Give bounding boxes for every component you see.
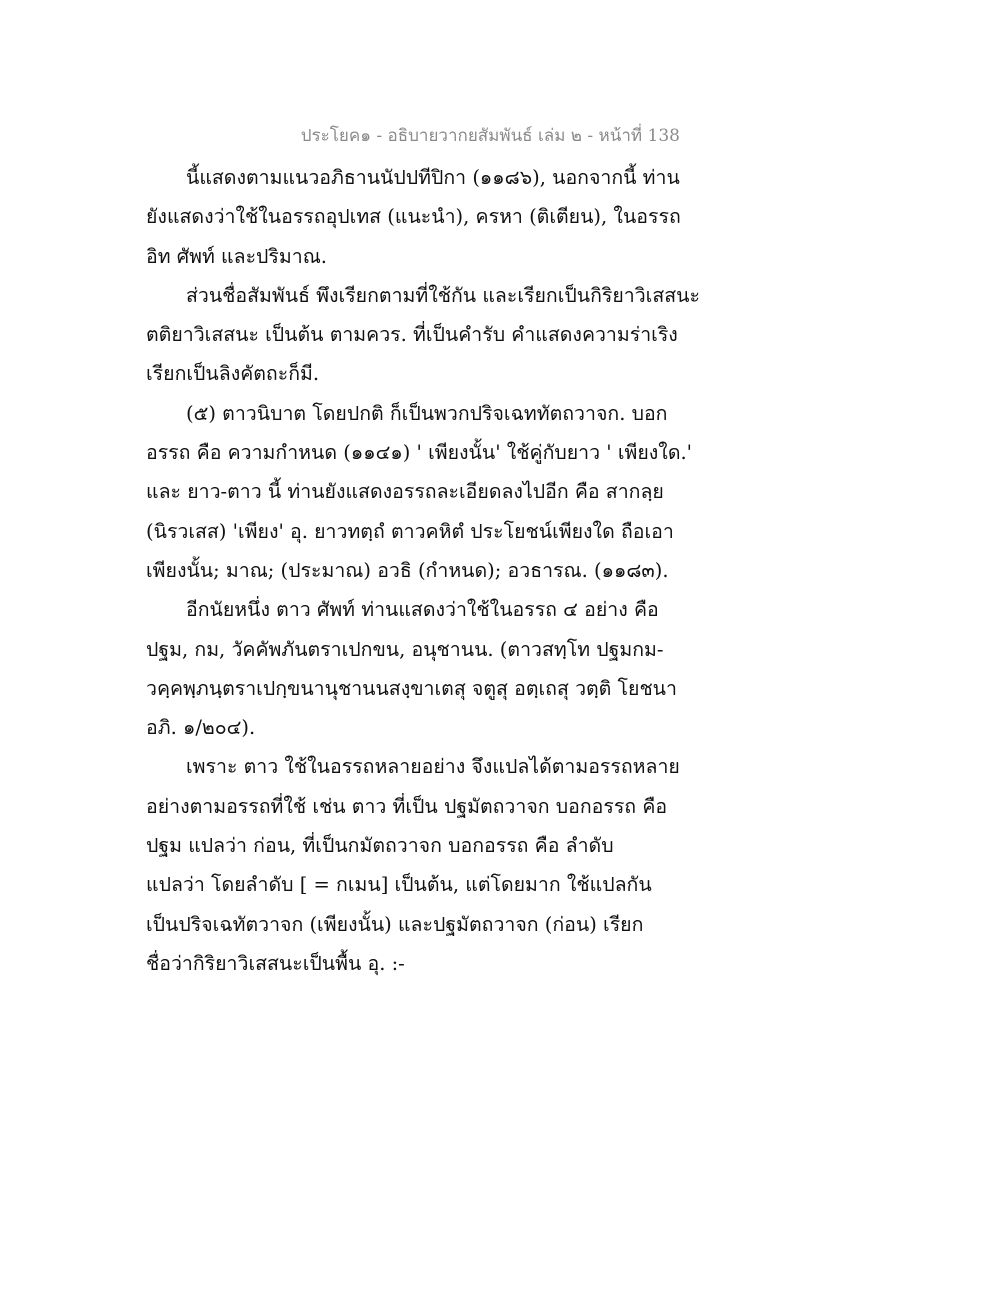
- text-line: ชื่อว่ากิริยาวิเสสนะเป็นพื้น อุ. :-: [146, 951, 405, 975]
- text-line: ยังแสดงว่าใช้ในอรรถอุปเทส (แนะนำ), ครหา (ติเตียน), ในอรรถ: [146, 205, 681, 229]
- paragraph: [146, 590, 706, 747]
- text-line: เพียงนั้น; มาณ; (ประมาณ) อวธิ (กำหนด); อวธารณ. (๑๑๘๓).: [146, 558, 669, 582]
- text-line: อิท ศัพท์ และปริมาณ.: [146, 244, 327, 268]
- text-line: (๕) ตาวนิบาต โดยปกติ ก็เป็นพวกปริจเฉททัตถวาจก. บอก: [186, 401, 668, 425]
- text-line: เป็นปริจเฉทัตวาจก (เพียงนั้น) และปฐมัตถวาจก (ก่อน) เรียก: [146, 912, 644, 936]
- paragraph: [146, 276, 706, 394]
- text-line: นี้แสดงตามแนวอภิธานนัปปทีปิกา (๑๑๘๖), นอกจากนี้ ท่าน: [186, 166, 680, 189]
- text-line: อภิ. ๑/๒๐๔).: [146, 716, 256, 740]
- paragraph: [146, 747, 706, 983]
- paragraph: [146, 394, 706, 590]
- text-line: อย่างตามอรรถที่ใช้ เช่น ตาว ที่เป็น ปฐมัตถวาจก บอกอรรถ คือ: [146, 794, 668, 818]
- text-line: ปฐม แปลว่า ก่อน, ที่เป็นกมัตถวาจก บอกอรรถ คือ ลำดับ: [146, 834, 614, 858]
- text-line: อรรถ คือ ความกำหนด (๑๑๔๑) ' เพียงนั้น' ใช้คู่กับยาว ' เพียงใด.': [146, 441, 693, 465]
- body-text: [146, 158, 706, 983]
- running-header: ประโยค๑ - อธิบายวากยสัมพันธ์ เล่ม ๒ - หน้าที่ 138: [300, 126, 680, 146]
- text-line: เรียกเป็นลิงคัตถะก็มี.: [146, 362, 320, 386]
- text-line: ปฐม, กม, วัคคัพภันตราเปกขน, อนุชานน. (ตาวสทฺโท ปฐมกม-: [146, 637, 664, 661]
- text-line: ส่วนชื่อสัมพันธ์ พึงเรียกตามที่ใช้กัน และเรียกเป็นกิริยาวิเสสนะ: [186, 283, 700, 307]
- text-line: เพราะ ตาว ใช้ในอรรถหลายอย่าง จึงแปลได้ตามอรรถหลาย: [186, 755, 680, 779]
- text-line: ตติยาวิเสสนะ เป็นต้น ตามควร. ที่เป็นคำรับ คำแสดงความร่าเริง: [146, 323, 678, 347]
- text-line: อีกนัยหนึ่ง ตาว ศัพท์ ท่านแสดงว่าใช้ในอรรถ ๔ อย่าง คือ: [186, 598, 659, 622]
- text-line: (นิรวเสส) 'เพียง' อุ. ยาวทตฺถํ ตาวคหิตํ ประโยชน์เพียงใด ถือเอา: [146, 519, 674, 543]
- paragraph: [146, 158, 706, 276]
- text-line: และ ยาว-ตาว นี้ ท่านยังแสดงอรรถละเอียดลงไปอีก คือ สากลฺย: [146, 480, 664, 504]
- text-line: แปลว่า โดยลำดับ [ = กเมน] เป็นต้น, แต่โดยมาก ใช้แปลกัน: [146, 873, 652, 897]
- text-line: วคฺคพฺภนฺตราเปกฺขนานุชานนสงฺขาเตสุ จตูสุ อตฺเถสุ วตฺติ โยชนา: [146, 676, 677, 700]
